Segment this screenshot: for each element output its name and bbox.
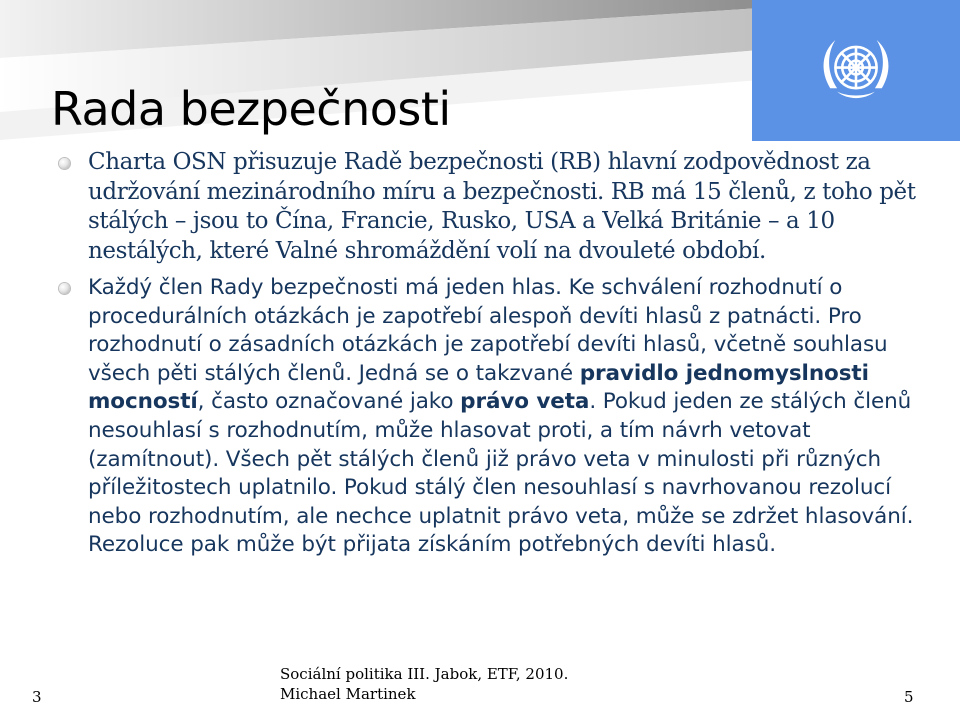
bullet-dot-icon [59,158,70,169]
bullet-dot-icon [59,283,70,294]
slide-content [55,148,925,560]
footer [280,664,568,704]
footer-line-2: Michael Martinek [280,685,416,703]
un-emblem-icon [813,28,899,114]
slide-title: Rada bezpečnosti [51,82,451,136]
bullet-item-2 [55,274,925,560]
footer-line-1: Sociální politika III. Jabok, ETF, 2010. [280,665,569,683]
bullet-text-2b: , často označované jako [197,389,461,415]
bullet-text-1: Charta OSN přisuzuje Radě bezpečnosti (RB) hlavní zodpovědnost za udržování mezinárodního míru a bezpečnosti. RB má 15 členů, z toho pět stálých – jsou to Čína, Francie, Rusko, USA a Velká Británie – a 10 nestálých, které Valné shromáždění volí na dvouleté období. [88,149,916,264]
bold-term-veto: právo veta [460,389,590,415]
bullet-item-1 [55,148,925,266]
bullet-text-2c: . Pokud jeden ze stálých členů nesouhlasí s rozhodnutím, může hlasovat proti, a tím návrh vetovat (zamítnout). Všech pět stálých členů již právo veta v minulosti při různých příležitostech uplatnilo. Pokud stálý člen nesouhlasí s navrhovanou rezolucí nebo rozhodnutím, ale nechce uplatnit právo veta, může se zdržet hlasování. Rezoluce pak může být přijata získáním potřebných devíti hlasů. [88,389,914,558]
un-logo-box [752,0,960,141]
bullet-text-2a: Každý člen Rady bezpečnosti má jeden hlas. Ke schválení rozhodnutí o procedurálních otázkách je zapotřebí alespoň devíti hlasů z patnácti. Pro rozhodnutí o zásadních otázkách je zapotřebí devíti hlasů, včetně souhlasu všech pěti stálých členů. Jedná se o takzvané [88,275,888,386]
slide-number-left: 3 [32,688,42,706]
slide-number-right: 5 [904,688,914,706]
bold-term-rule: pravidlo jednomyslnosti mocností [88,360,869,415]
